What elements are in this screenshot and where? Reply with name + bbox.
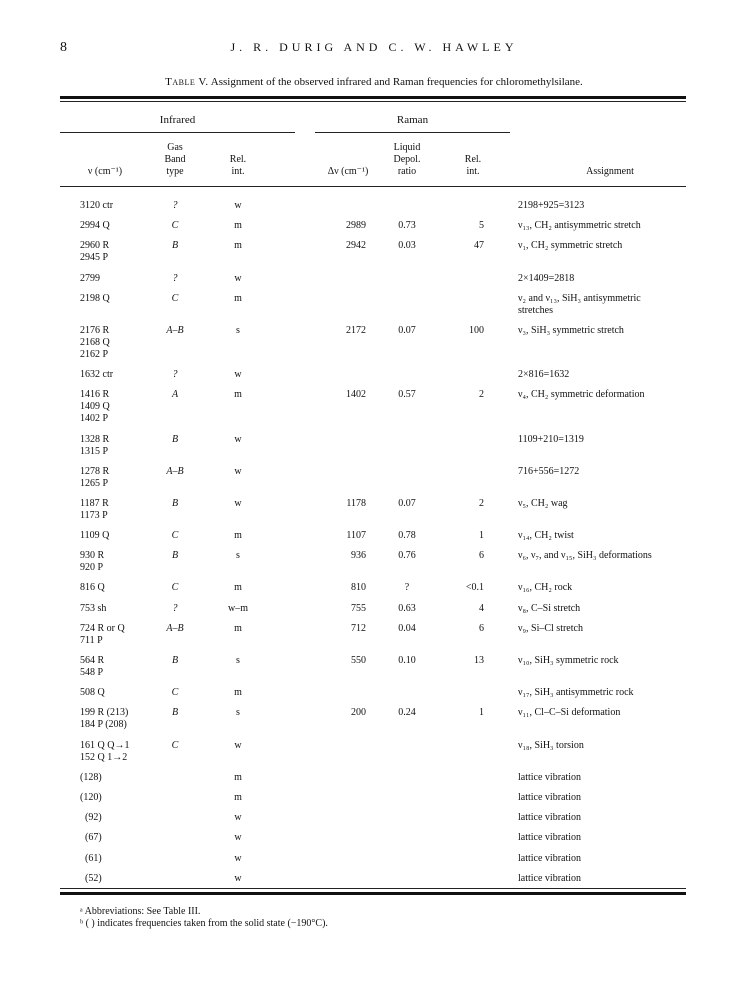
ir-rel-int-cell: s: [236, 655, 240, 666]
assignment-cell: [518, 325, 678, 337]
raman-shift-cell: 1107: [346, 530, 366, 542]
raman-rel-int-cell: 13: [474, 655, 484, 666]
footnote-b: ᵇ ( ) indicates frequencies taken from the solid state (−190°C).: [80, 918, 328, 929]
ir-cell-line: 920 P: [80, 562, 104, 574]
ir-cell-line: 2994 Q: [80, 220, 110, 232]
ir-cell: [80, 772, 175, 784]
table-row: [0, 792, 748, 804]
raman-rel-int-cell: 6: [479, 622, 484, 634]
ir-rel-int-cell: s: [236, 707, 240, 719]
table-row: [0, 434, 748, 458]
assignment-cell-line: ν₆, ν₇, and ν₁₅, SiH₃ deformations: [518, 550, 652, 562]
assignment-cell-line: lattice vibration: [518, 872, 582, 884]
header-rel-ir-line1: Rel.: [229, 154, 247, 165]
group-raman: Raman: [396, 114, 429, 126]
running-header: [0, 40, 748, 60]
ir-rel-int-cell: w: [234, 497, 242, 509]
band-type-cell: C: [171, 687, 179, 699]
ir-rel-int-cell: m: [234, 771, 242, 783]
assignment-cell: [518, 434, 678, 446]
ir-cell: [80, 812, 175, 824]
ir-cell-line: 564 R: [80, 655, 105, 666]
assignment-cell: [518, 389, 678, 401]
band-type-cell: B: [171, 707, 179, 719]
table-row: [0, 550, 748, 574]
depol-ratio-cell: 0.73: [398, 220, 416, 232]
table-row: [0, 873, 748, 885]
band-type-cell: B: [171, 655, 179, 666]
depol-ratio-cell: 0.04: [398, 622, 416, 634]
depol-ratio-cell: 0.07: [398, 324, 416, 336]
depol-ratio-cell: 0.63: [398, 602, 416, 614]
ir-cell-line: 724 R or Q: [80, 622, 125, 634]
ir-cell-line: 2960 R: [80, 240, 110, 252]
raman-rel-int-cell: 1: [479, 707, 484, 719]
assignment-cell-line: ν₈, C–Si stretch: [518, 602, 581, 614]
table-body: [0, 200, 748, 893]
table-row: [0, 623, 748, 647]
header-assignment: Assignment: [586, 166, 634, 177]
ir-cell-line: (61): [80, 852, 102, 864]
assignment-cell: [518, 687, 678, 699]
raman-rel-int-cell: 2: [479, 389, 484, 401]
depol-ratio-cell: ?: [404, 582, 410, 594]
depol-ratio-cell: 0.07: [398, 497, 416, 509]
ir-rel-int-cell: m: [234, 240, 242, 252]
assignment-cell: [518, 772, 678, 784]
band-type-cell: ?: [172, 200, 178, 211]
header-rel-raman-line1: Rel.: [464, 154, 482, 165]
raman-shift-cell: 936: [351, 550, 366, 562]
infrared-group-rule: [60, 132, 295, 133]
ir-cell-line: 1265 P: [80, 477, 109, 489]
header-band: [140, 142, 210, 178]
running-head: J. R. DURIG AND C. W. HAWLEY: [230, 40, 518, 54]
ir-cell-line: 930 R: [80, 550, 105, 562]
ir-cell-line: 1402 P: [80, 413, 109, 425]
assignment-cell: [518, 240, 678, 252]
assignment-cell: [518, 623, 678, 635]
assignment-cell-line: lattice vibration: [518, 771, 582, 783]
ir-rel-int-cell: w: [234, 465, 242, 477]
depol-ratio-cell: 0.57: [398, 389, 416, 401]
table-row: [0, 603, 748, 615]
assignment-cell-line: ν₁, CH₂ symmetric stretch: [518, 240, 623, 252]
ir-cell-line: 2176 R: [80, 324, 110, 336]
ir-cell-line: 161 Q Q→1: [80, 739, 130, 751]
assignment-cell: [518, 200, 678, 212]
header-depol-line3: ratio: [397, 166, 417, 177]
assignment-cell-line: ν₁₇, SiH₃ antisymmetric rock: [518, 687, 634, 699]
table-row: [0, 369, 748, 381]
assignment-cell-line: ν₁₈, SiH₃ torsion: [518, 739, 584, 751]
ir-cell-line: 1315 P: [80, 445, 109, 457]
ir-cell-line: 2162 P: [80, 348, 109, 360]
ir-rel-int-cell: m: [234, 220, 242, 232]
band-type-cell: C: [171, 292, 179, 304]
ir-cell-line: 1109 Q: [80, 530, 110, 542]
header-band-line3: type: [166, 166, 184, 177]
band-type-cell: B: [171, 240, 179, 252]
header-nu: ν (cm⁻¹): [87, 166, 123, 177]
ir-cell-line: (52): [80, 872, 102, 884]
ir-rel-int-cell: w: [234, 852, 242, 864]
band-type-cell: C: [171, 220, 179, 232]
ir-cell-line: 548 P: [80, 667, 104, 678]
assignment-cell: [518, 603, 678, 615]
table-bottom-rule-thick: [60, 892, 686, 895]
assignment-cell-line: 2×1409=2818: [518, 272, 575, 284]
ir-rel-int-cell: w: [234, 200, 242, 211]
footnotes: [80, 906, 328, 930]
raman-shift-cell: 1178: [346, 497, 366, 509]
band-type-cell: C: [171, 582, 179, 594]
raman-shift-cell: 550: [351, 655, 366, 666]
ir-cell: [80, 873, 175, 885]
table-top-rule-thin: [60, 101, 686, 102]
header-rel-ir: [218, 154, 258, 178]
raman-rel-int-cell: 47: [474, 240, 484, 252]
assignment-cell: [518, 655, 678, 667]
raman-rel-int-cell: 2: [479, 497, 484, 509]
assignment-cell-line: lattice vibration: [518, 791, 582, 803]
ir-cell-line: 1278 R: [80, 465, 110, 477]
ir-rel-int-cell: m: [234, 530, 242, 542]
ir-cell-line: (120): [80, 791, 102, 803]
raman-rel-int-cell: 1: [479, 530, 484, 542]
ir-rel-int-cell: m: [234, 791, 242, 803]
header-rel-ir-line2: int.: [231, 166, 245, 177]
table-row: [0, 853, 748, 865]
ir-cell-line: 199 R (213): [80, 707, 129, 719]
raman-shift-cell: 2942: [346, 240, 366, 252]
band-type-cell: A–B: [166, 324, 184, 336]
ir-cell-line: (128): [80, 771, 102, 783]
assignment-cell: [518, 220, 678, 232]
ir-rel-int-cell: m: [234, 687, 242, 699]
ir-cell-line: 2799: [80, 272, 100, 284]
ir-cell-line: 1416 R: [80, 389, 110, 401]
raman-shift-cell: 712: [351, 622, 366, 634]
table-row: [0, 772, 748, 784]
ir-cell-line: 2945 P: [80, 252, 109, 264]
header-depol-line1: Liquid: [393, 142, 421, 153]
table-row: [0, 498, 748, 522]
assignment-cell: [518, 498, 678, 510]
assignment-cell-line: ν₁₄, CH₂ twist: [518, 530, 574, 542]
assignment-cell: [518, 740, 678, 752]
ir-rel-int-cell: m: [234, 389, 242, 401]
ir-rel-int-cell: w: [234, 739, 242, 751]
band-type-cell: ?: [172, 602, 178, 614]
header-rel-raman: [448, 154, 498, 178]
ir-rel-int-cell: w: [234, 272, 242, 284]
ir-cell-line: 1632 ctr: [80, 369, 114, 381]
header-dnu: Δν (cm⁻¹): [327, 166, 369, 177]
raman-shift-cell: 2989: [346, 220, 366, 232]
band-type-cell: B: [171, 497, 179, 509]
assignment-cell: [518, 873, 678, 885]
ir-cell-line: 184 P (208): [80, 719, 127, 731]
band-type-cell: ?: [172, 369, 178, 381]
depol-ratio-cell: 0.10: [398, 655, 416, 666]
raman-rel-int-cell: <0.1: [465, 582, 484, 594]
table-row: [0, 200, 748, 212]
raman-rel-int-cell: 5: [479, 220, 484, 232]
ir-cell: [80, 853, 175, 865]
table-row: [0, 325, 748, 361]
page-number: 8: [60, 40, 67, 55]
band-type-cell: A–B: [166, 465, 184, 477]
ir-rel-int-cell: w: [234, 369, 242, 381]
assignment-cell-line: 2198+925=3123: [518, 200, 585, 211]
assignment-cell: [518, 369, 678, 381]
assignment-cell: [518, 550, 678, 562]
band-type-cell: C: [171, 739, 179, 751]
assignment-cell-line: 1109+210=1319: [518, 433, 584, 445]
ir-cell-line: 753 sh: [80, 602, 107, 614]
table-row: [0, 655, 748, 679]
table-row: [0, 582, 748, 594]
assignment-cell: [518, 832, 678, 844]
assignment-cell-line: ν₄, CH₂ symmetric deformation: [518, 389, 645, 401]
ir-cell-line: 508 Q: [80, 687, 105, 699]
assignment-cell-line: stretches: [518, 304, 553, 316]
table-row: [0, 707, 748, 731]
ir-cell-line: 2198 Q: [80, 292, 110, 304]
assignment-cell-line: ν₁₀, SiH₃ symmetric rock: [518, 655, 619, 666]
table-row: [0, 240, 748, 264]
ir-cell: [80, 792, 175, 804]
ir-cell-line: 1173 P: [80, 509, 108, 521]
table-row: [0, 220, 748, 232]
ir-cell-line: 711 P: [80, 634, 103, 646]
assignment-cell: [518, 466, 678, 478]
ir-cell-line: 2168 Q: [80, 336, 110, 348]
ir-cell: [80, 832, 175, 844]
band-type-cell: A: [171, 389, 179, 401]
table-row: [0, 273, 748, 285]
ir-cell-line: 1187 R: [80, 497, 109, 509]
band-type-cell: B: [171, 433, 179, 445]
ir-rel-int-cell: m: [234, 622, 242, 634]
assignment-cell-line: ν₁₁, Cl–C–Si deformation: [518, 707, 621, 719]
ir-rel-int-cell: m: [234, 292, 242, 304]
ir-rel-int-cell: m: [234, 582, 242, 594]
assignment-cell-line: ν₉, Si–Cl stretch: [518, 622, 583, 634]
ir-rel-int-cell: w: [234, 872, 242, 884]
header-bottom-rule: [60, 186, 686, 187]
table-caption: [0, 76, 748, 88]
band-type-cell: ?: [172, 272, 178, 284]
group-infrared: Infrared: [159, 114, 196, 126]
assignment-cell: [518, 812, 678, 824]
ir-rel-int-cell: w: [234, 832, 242, 844]
depol-ratio-cell: 0.03: [398, 240, 416, 252]
table-label: Table V.: [165, 76, 209, 88]
header-rel-raman-line2: int.: [466, 166, 480, 177]
raman-shift-cell: 1402: [346, 389, 366, 401]
ir-rel-int-cell: s: [236, 324, 240, 336]
band-type-cell: B: [171, 550, 179, 562]
ir-rel-int-cell: w: [234, 812, 242, 824]
table-row: [0, 389, 748, 425]
depol-ratio-cell: 0.24: [398, 707, 416, 719]
ir-cell-line: 3120 ctr: [80, 200, 114, 211]
assignment-cell-line: ν₃, SiH₃ symmetric stretch: [518, 324, 624, 336]
table-top-rule: [60, 96, 686, 99]
table-row: [0, 466, 748, 490]
ir-rel-int-cell: w–m: [228, 602, 248, 614]
table-row: [0, 812, 748, 824]
header-band-line2: Band: [164, 154, 186, 165]
table-row: [0, 293, 748, 317]
band-type-cell: A–B: [166, 622, 184, 634]
table-row: [0, 530, 748, 542]
assignment-cell-line: 716+556=1272: [518, 465, 580, 477]
depol-ratio-cell: 0.78: [398, 530, 416, 542]
ir-cell-line: 152 Q 1→2: [80, 751, 128, 763]
header-depol-line2: Depol.: [393, 154, 421, 165]
assignment-cell-line: lattice vibration: [518, 852, 582, 864]
header-band-line1: Gas: [167, 142, 183, 153]
header-depol: [382, 142, 432, 178]
assignment-cell-line: ν₁₃, CH₂ antisymmetric stretch: [518, 220, 641, 232]
table-title: Assignment of the observed infrared and Raman frequencies for chloromethylsilane.: [210, 76, 583, 88]
ir-rel-int-cell: w: [234, 433, 242, 445]
ir-cell-line: 816 Q: [80, 582, 105, 594]
band-type-cell: C: [171, 530, 179, 542]
footnote-a: ᵃ Abbreviations: See Table III.: [80, 906, 201, 917]
assignment-cell-line: ν₅, CH₂ wag: [518, 497, 568, 509]
raman-shift-cell: 810: [351, 582, 366, 594]
raman-rel-int-cell: 6: [479, 550, 484, 562]
raman-rel-int-cell: 100: [469, 324, 484, 336]
ir-rel-int-cell: s: [236, 550, 240, 562]
assignment-cell-line: 2×816=1632: [518, 369, 570, 381]
assignment-cell-line: lattice vibration: [518, 832, 582, 844]
table-row: [0, 740, 748, 764]
raman-group-rule: [315, 132, 510, 133]
raman-shift-cell: 755: [351, 602, 366, 614]
assignment-cell: [518, 530, 678, 542]
assignment-cell: [518, 853, 678, 865]
ir-cell-line: (92): [80, 812, 102, 824]
table-row: [0, 687, 748, 699]
assignment-cell: [518, 792, 678, 804]
assignment-cell: [518, 293, 678, 317]
ir-cell-line: 1328 R: [80, 433, 110, 445]
ir-cell-line: 1409 Q: [80, 401, 110, 413]
assignment-cell: [518, 273, 678, 285]
table-bottom-rule: [60, 888, 686, 889]
table-row: [0, 832, 748, 844]
assignment-cell-line: ν₁₆, CH₂ rock: [518, 582, 573, 594]
assignment-cell: [518, 582, 678, 594]
raman-rel-int-cell: 4: [479, 602, 484, 614]
assignment-cell-line: ν₂ and ν₁₃, SiH₃ antisymmetric: [518, 292, 641, 304]
depol-ratio-cell: 0.76: [398, 550, 416, 562]
raman-shift-cell: 200: [351, 707, 366, 719]
raman-shift-cell: 2172: [346, 324, 366, 336]
assignment-cell-line: lattice vibration: [518, 812, 582, 824]
ir-cell-line: (67): [80, 832, 102, 844]
assignment-cell: [518, 707, 678, 719]
